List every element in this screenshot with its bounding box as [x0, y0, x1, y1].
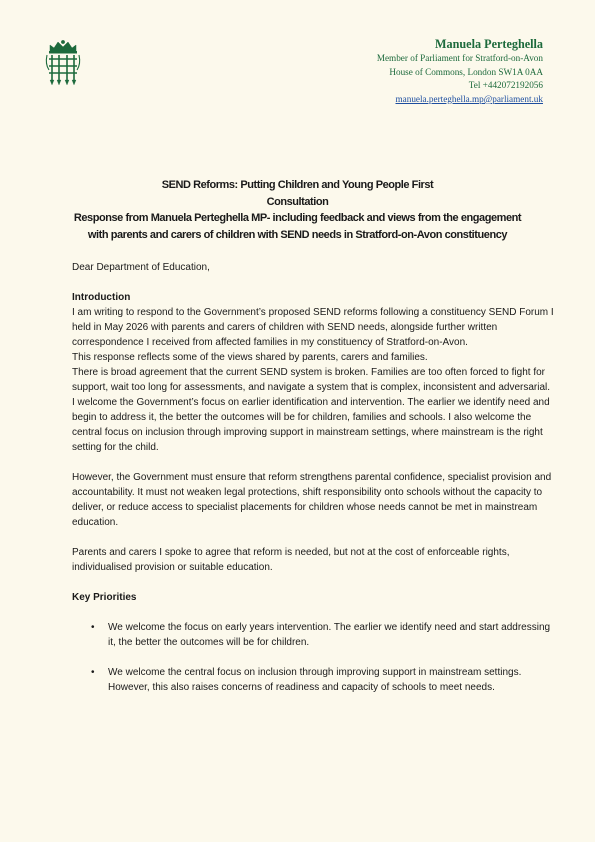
title-line-4: with parents and carers of children with SEND needs in Stratford-on-Avon constituency [87, 228, 508, 241]
intro-paragraph: There is broad agreement that the current SEND system is broken. Families are too often forced to fight for support, wait too long for assessments, and navigate a system that is complex, inconsistent and adversarial. [72, 367, 551, 393]
title-line-3: Response from Manuela Perteghella MP- including feedback and views from the engagement [73, 212, 522, 225]
intro-paragraph: However, the Government must ensure that reform strengthens parental confidence, specialist provision and accountability. It must not weaken legal protections, shift responsibility onto schools without the capacity to deliver, or reduce access to specialist placements for children whose needs cannot be met in mainstream education. [72, 472, 552, 528]
introduction-heading: Introduction [72, 292, 131, 303]
key-priorities-heading: Key Priorities [72, 592, 137, 603]
intro-paragraph: I am writing to respond to the Government’s proposed SEND reforms following a constituency SEND Forum I held in May 2026 with parents and carers of children with SEND needs, alongside further written correspondence I received from affected families in my constituency of Stratford-on-Avon. [72, 307, 554, 348]
mp-address: House of Commons, London SW1A 0AA [389, 66, 543, 77]
mp-email-link[interactable]: manuela.perteghella.mp@parliament.uk [395, 93, 543, 104]
portcullis-icon [44, 40, 82, 90]
title-line-2: Consultation [266, 195, 329, 208]
intro-paragraph: I welcome the Government’s focus on earlier identification and intervention. The earlier we identify need and begin to address it, the better the outcomes will be for children, families and schools. I also welcome the central focus on inclusion through improving support in mainstream settings, where mainstream is the right setting for the child. [72, 397, 550, 453]
document-title [40, 177, 555, 243]
mp-telephone: Tel +442072192056 [468, 80, 543, 91]
letterhead [377, 36, 543, 106]
title-line-1: SEND Reforms: Putting Children and Young People First [161, 179, 434, 191]
bullet-icon: • [91, 622, 95, 633]
list-item [72, 620, 560, 650]
intro-paragraph: Parents and carers I spoke to agree that reform is needed, but not at the cost of enforceable rights, individualised provision or suitable education. [72, 547, 510, 573]
salutation: Dear Department of Education, [72, 262, 210, 273]
list-item-text: We welcome the focus on early years intervention. The earlier we identify need and start addressing it, the better the outcomes will be for children. [108, 622, 551, 648]
mp-name: Manuela Perteghella [435, 37, 543, 51]
mp-role: Member of Parliament for Stratford-on-Avon [376, 53, 543, 63]
intro-paragraph: This response reflects some of the views shared by parents, carers and families. [72, 352, 428, 363]
bullet-icon: • [91, 667, 95, 678]
list-item [72, 665, 560, 695]
list-item-text: We welcome the central focus on inclusion through improving support in mainstream settings. However, this also raises concerns of readiness and capacity of schools to meet needs. [108, 667, 522, 693]
letter-body [72, 260, 560, 695]
